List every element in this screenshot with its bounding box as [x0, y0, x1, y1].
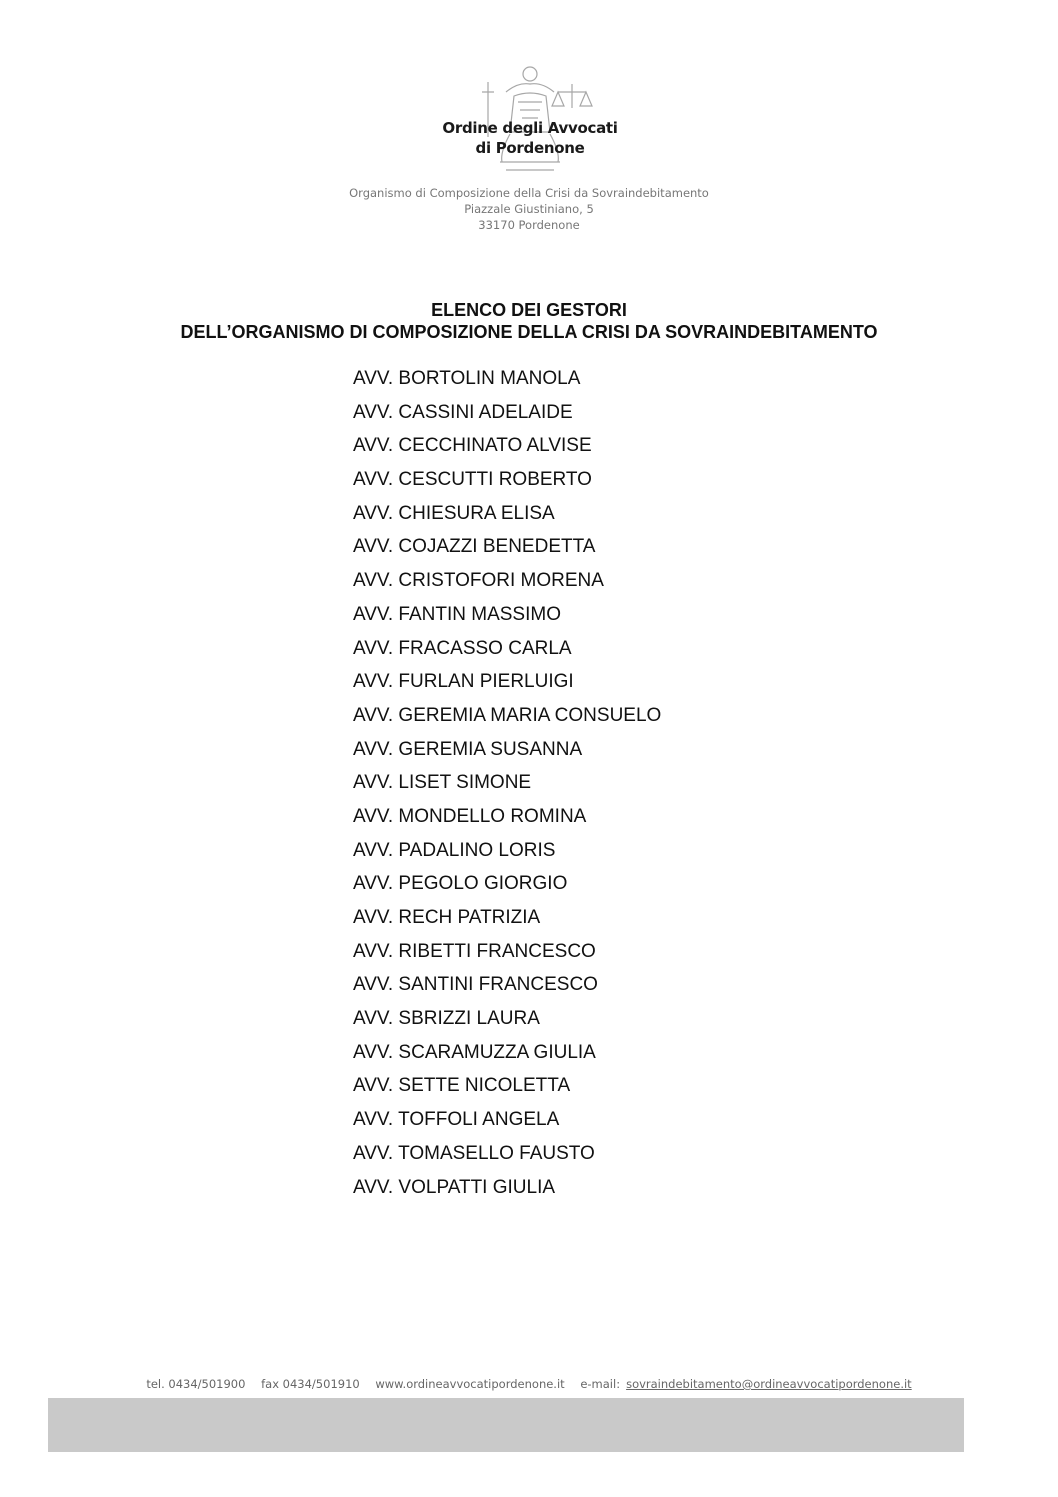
list-item: AVV. TOMASELLO FAUSTO [353, 1142, 595, 1164]
list-item: AVV. SBRIZZI LAURA [353, 1008, 540, 1030]
list-item: AVV. TOFFOLI ANGELA [353, 1109, 560, 1131]
list-item: AVV. MONDELLO ROMINA [353, 805, 587, 827]
logo-title-line2: di Pordenone [475, 139, 585, 157]
document-title [0, 299, 1058, 343]
footer-contacts [0, 1377, 1058, 1391]
organization-header [0, 185, 1058, 233]
gestori-list [353, 366, 661, 1208]
organization-name: Organismo di Composizione della Crisi da Sovraindebitamento [349, 186, 709, 200]
list-item: AVV. SCARAMUZZA GIULIA [353, 1041, 596, 1063]
list-item: AVV. COJAZZI BENEDETTA [353, 536, 596, 558]
list-item: AVV. SANTINI FRANCESCO [353, 974, 598, 996]
list-item: AVV. GEREMIA MARIA CONSUELO [353, 704, 662, 726]
logo [440, 62, 620, 192]
organization-city: 33170 Pordenone [478, 218, 580, 232]
footer-bar [48, 1398, 964, 1452]
title-line1: ELENCO DEI GESTORI [431, 300, 627, 320]
list-item: AVV. FURLAN PIERLUIGI [353, 671, 574, 693]
footer-email-link[interactable]: sovraindebitamento@ordineavvocatipordenone.it [626, 1377, 912, 1391]
list-item: AVV. BORTOLIN MANOLA [353, 368, 581, 389]
list-item: AVV. PEGOLO GIORGIO [353, 873, 568, 895]
list-item: AVV. SETTE NICOLETTA [353, 1075, 571, 1097]
list-item: AVV. CHIESURA ELISA [353, 502, 555, 524]
list-item: AVV. GEREMIA SUSANNA [353, 738, 583, 760]
organization-address: Piazzale Giustiniano, 5 [464, 202, 594, 216]
footer-phone: tel. 0434/501900 [146, 1377, 246, 1391]
footer-website-link[interactable]: www.ordineavvocatipordenone.it [375, 1377, 565, 1391]
list-item: AVV. RECH PATRIZIA [353, 907, 541, 928]
list-item: AVV. PADALINO LORIS [353, 839, 556, 861]
list-item: AVV. LISET SIMONE [353, 772, 532, 794]
footer-email-label: e-mail: [580, 1377, 621, 1391]
list-item: AVV. CESCUTTI ROBERTO [353, 469, 592, 491]
list-item: AVV. RIBETTI FRANCESCO [353, 940, 596, 962]
list-item: AVV. CRISTOFORI MORENA [353, 570, 604, 592]
list-item: AVV. CASSINI ADELAIDE [353, 401, 573, 423]
logo-title-line1: Ordine degli Avvocati [442, 119, 618, 137]
title-line2: DELL’ORGANISMO DI COMPOSIZIONE DELLA CRISI DA SOVRAINDEBITAMENTO [180, 322, 878, 342]
list-item: AVV. CECCHINATO ALVISE [353, 435, 592, 457]
footer-fax: fax 0434/501910 [261, 1377, 360, 1391]
list-item: AVV. FRACASSO CARLA [353, 637, 572, 659]
list-item: AVV. VOLPATTI GIULIA [353, 1176, 556, 1198]
list-item: AVV. FANTIN MASSIMO [353, 603, 561, 625]
